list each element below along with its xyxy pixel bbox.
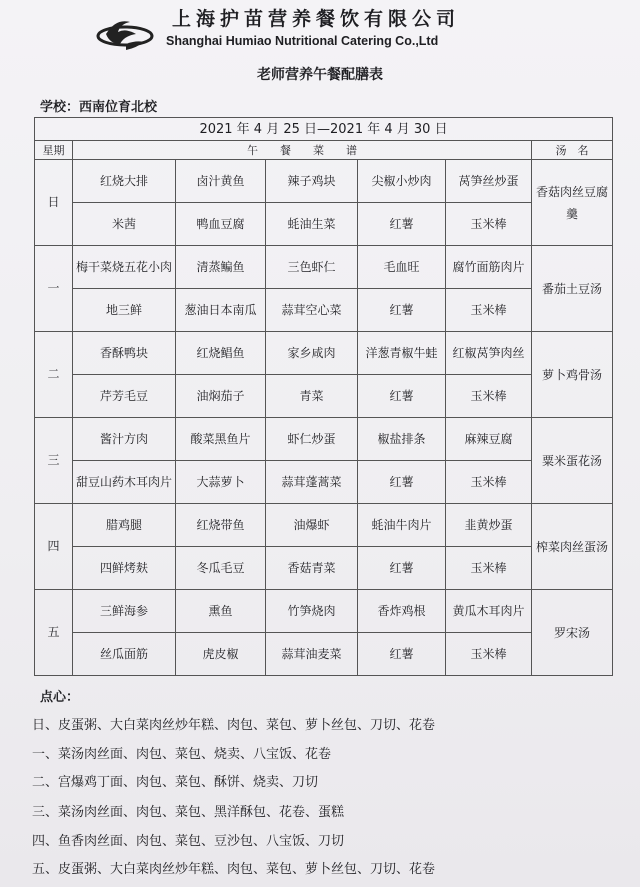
dish-cell: 玉米棒 xyxy=(446,633,532,676)
dish-cell: 韭黄炒蛋 xyxy=(446,504,532,547)
menu-row xyxy=(35,160,613,203)
dish-cell: 玉米棒 xyxy=(446,547,532,590)
dish-cell: 红薯 xyxy=(358,461,446,504)
date-range-row xyxy=(35,118,613,141)
dish-cell: 麻辣豆腐 xyxy=(446,418,532,461)
dish-cell: 四鲜烤麸 xyxy=(73,547,176,590)
company-name-en: Shanghai Humiao Nutritional Catering Co.,Ltd xyxy=(166,34,439,48)
dish-cell: 腐竹面筋肉片 xyxy=(446,246,532,289)
dish-cell: 甜豆山药木耳肉片 xyxy=(73,461,176,504)
dish-cell: 竹笋烧肉 xyxy=(266,590,358,633)
snack-line: 三、菜汤肉丝面、肉包、菜包、黑洋酥包、花卷、蛋糕 xyxy=(32,805,345,820)
dish-cell: 红薯 xyxy=(358,289,446,332)
soup-cell: 粟米蛋花汤 xyxy=(532,418,613,504)
menu-body xyxy=(35,160,613,676)
weekday-cell: 三 xyxy=(35,418,73,504)
menu-row xyxy=(35,504,613,547)
dish-cell: 红椒莴笋肉丝 xyxy=(446,332,532,375)
dish-cell: 清蒸鳊鱼 xyxy=(176,246,266,289)
date-range: 2021 年 4 月 25 日—2021 年 4 月 30 日 xyxy=(35,118,613,141)
dish-cell: 尖椒小炒肉 xyxy=(358,160,446,203)
dish-cell: 黄瓜木耳肉片 xyxy=(446,590,532,633)
dish-cell: 香酥鸭块 xyxy=(73,332,176,375)
soup-cell: 榨菜肉丝蛋汤 xyxy=(532,504,613,590)
dish-cell: 虾仁炒蛋 xyxy=(266,418,358,461)
menu-row xyxy=(35,633,613,676)
school-label: 学校： xyxy=(40,100,80,115)
dishes-header: 午 餐 菜 谱 xyxy=(73,141,532,160)
dish-cell: 红薯 xyxy=(358,375,446,418)
dish-cell: 油爆虾 xyxy=(266,504,358,547)
soup-cell: 香菇肉丝豆腐羹 xyxy=(532,160,613,246)
dish-cell: 芹芳毛豆 xyxy=(73,375,176,418)
snack-line: 一、菜汤肉丝面、肉包、菜包、烧卖、八宝饭、花卷 xyxy=(32,747,332,762)
snack-line: 日、皮蛋粥、大白菜肉丝炒年糕、肉包、菜包、萝卜丝包、刀切、花卷 xyxy=(32,718,436,733)
dish-cell: 玉米棒 xyxy=(446,289,532,332)
dish-cell: 蒜茸蓬蒿菜 xyxy=(266,461,358,504)
dish-cell: 青菜 xyxy=(266,375,358,418)
dish-cell: 葱油日本南瓜 xyxy=(176,289,266,332)
lunch-menu-table xyxy=(34,117,613,676)
snacks-title: 点心： xyxy=(40,690,80,705)
dish-cell: 蚝油牛肉片 xyxy=(358,504,446,547)
dish-cell: 红烧鲳鱼 xyxy=(176,332,266,375)
dish-cell: 家乡咸肉 xyxy=(266,332,358,375)
soup-cell: 番茄土豆汤 xyxy=(532,246,613,332)
weekday-header: 星期 xyxy=(35,141,73,160)
snack-line: 四、鱼香肉丝面、肉包、菜包、豆沙包、八宝饭、刀切 xyxy=(32,834,345,849)
dish-cell: 虎皮椒 xyxy=(176,633,266,676)
dish-cell: 三色虾仁 xyxy=(266,246,358,289)
menu-row xyxy=(35,289,613,332)
dish-cell: 三鲜海参 xyxy=(73,590,176,633)
dish-cell: 玉米棒 xyxy=(446,375,532,418)
weekday-cell: 四 xyxy=(35,504,73,590)
menu-row xyxy=(35,418,613,461)
dish-cell: 油焖茄子 xyxy=(176,375,266,418)
dish-cell: 红薯 xyxy=(358,203,446,246)
dish-cell: 椒盐排条 xyxy=(358,418,446,461)
dish-cell: 红烧大排 xyxy=(73,160,176,203)
dish-cell: 酸菜黑鱼片 xyxy=(176,418,266,461)
document-title: 老师营养午餐配膳表 xyxy=(257,67,383,83)
soup-cell: 萝卜鸡骨汤 xyxy=(532,332,613,418)
dish-cell: 梅干菜烧五花小肉 xyxy=(73,246,176,289)
dish-cell: 毛血旺 xyxy=(358,246,446,289)
dish-cell: 熏鱼 xyxy=(176,590,266,633)
dish-cell: 大蒜萝卜 xyxy=(176,461,266,504)
dish-cell: 洋葱青椒牛蛙 xyxy=(358,332,446,375)
dish-cell: 辣子鸡块 xyxy=(266,160,358,203)
dish-cell: 红烧带鱼 xyxy=(176,504,266,547)
soup-header: 汤 名 xyxy=(532,141,613,160)
weekday-cell: 五 xyxy=(35,590,73,676)
dish-cell: 地三鲜 xyxy=(73,289,176,332)
dish-cell: 香炸鸡根 xyxy=(358,590,446,633)
snack-line: 五、皮蛋粥、大白菜肉丝炒年糕、肉包、菜包、萝卜丝包、刀切、花卷 xyxy=(32,862,436,877)
dish-cell: 卤汁黄鱼 xyxy=(176,160,266,203)
dish-cell: 蚝油生菜 xyxy=(266,203,358,246)
dish-cell: 香菇青菜 xyxy=(266,547,358,590)
dish-cell: 蒜茸空心菜 xyxy=(266,289,358,332)
dish-cell: 红薯 xyxy=(358,633,446,676)
menu-row xyxy=(35,246,613,289)
menu-row xyxy=(35,547,613,590)
dish-cell: 鸭血豆腐 xyxy=(176,203,266,246)
company-name-cn: 上海护苗营养餐饮有限公司 xyxy=(172,8,461,30)
menu-row xyxy=(35,203,613,246)
weekday-cell: 一 xyxy=(35,246,73,332)
dish-cell: 酱汁方肉 xyxy=(73,418,176,461)
school-name: 西南位育北校 xyxy=(79,100,158,115)
weekday-cell: 二 xyxy=(35,332,73,418)
dish-cell: 蒜茸油麦菜 xyxy=(266,633,358,676)
menu-row xyxy=(35,590,613,633)
dish-cell: 玉米棒 xyxy=(446,461,532,504)
dish-cell: 丝瓜面筋 xyxy=(73,633,176,676)
dish-cell: 腊鸡腿 xyxy=(73,504,176,547)
table-header-row xyxy=(35,141,613,160)
company-logo-icon xyxy=(96,14,154,58)
dish-cell: 红薯 xyxy=(358,547,446,590)
dish-cell: 莴笋丝炒蛋 xyxy=(446,160,532,203)
menu-row xyxy=(35,461,613,504)
menu-row xyxy=(35,375,613,418)
weekday-cell: 日 xyxy=(35,160,73,246)
dish-cell: 米茜 xyxy=(73,203,176,246)
dish-cell: 玉米棒 xyxy=(446,203,532,246)
menu-row xyxy=(35,332,613,375)
dish-cell: 冬瓜毛豆 xyxy=(176,547,266,590)
soup-cell: 罗宋汤 xyxy=(532,590,613,676)
snack-line: 二、宫爆鸡丁面、肉包、菜包、酥饼、烧卖、刀切 xyxy=(32,775,319,790)
school-line xyxy=(40,96,157,115)
